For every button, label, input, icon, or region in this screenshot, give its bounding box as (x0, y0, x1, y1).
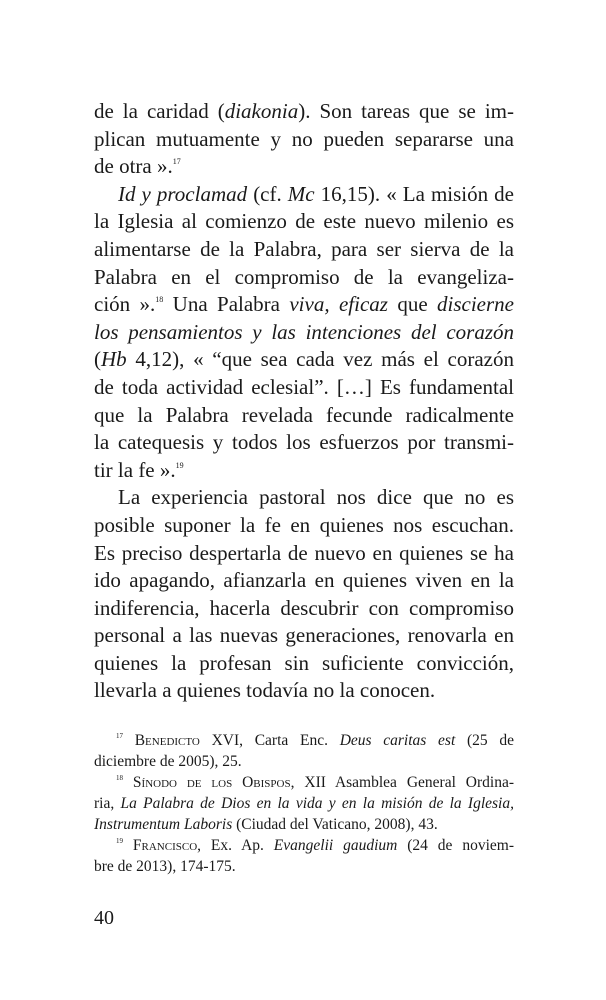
footnote-number: 19 (116, 837, 123, 845)
footnote-number: 18 (116, 774, 123, 782)
text-line: quienes la profesan sin suficiente convicción, (94, 650, 514, 675)
text-line: Id y proclamad (cf. Mc 16,15). « La misión de (118, 181, 515, 206)
main-text (94, 98, 514, 705)
paragraph (94, 484, 514, 705)
footnote-19 (94, 835, 514, 877)
footnote-line: bre de 2013), 174-175. (94, 858, 236, 875)
text-line: que la Palabra revelada fecunde radicalmente (94, 402, 514, 427)
text-line: tir la fe ».$^{19}$ (94, 457, 184, 482)
text-line: ido apagando, afianzarla en quienes viven en la (94, 568, 514, 593)
footnote-line: $^{19}$ Francisco, Ex. Ap. Evangelii gaudium (24 de noviem- (116, 837, 514, 854)
footnote-line: diciembre de 2005), 25. (94, 753, 242, 770)
text-line: de otra ».$^{17}$ (94, 154, 181, 179)
footnote-line: $^{18}$ Sínodo de los Obispos, XII Asamblea General Ordina- (116, 774, 514, 791)
footnote-ref: 19 (175, 460, 184, 470)
text-line: alimentarse de la Palabra, para ser sierva de la (94, 236, 514, 261)
footnote-number: 17 (116, 732, 123, 740)
page-number: 40 (94, 907, 114, 929)
footnotes (94, 730, 514, 877)
text-line: posible suponer la fe en quienes nos escuchan. (94, 512, 514, 537)
footnote-18 (94, 772, 514, 835)
text-line: personal a las nuevas generaciones, renovarla en (94, 623, 514, 648)
text-line: de la caridad (diakonia). Son tareas que se im- (94, 99, 514, 123)
paragraph (94, 98, 514, 181)
text-line: (Hb 4,12), « “que sea cada vez más el corazón (94, 347, 514, 372)
text-line: La experiencia pastoral nos dice que no es (118, 485, 514, 510)
footnote-ref: 18 (155, 295, 164, 305)
text-line: Es preciso despertarla de nuevo en quienes se ha (94, 540, 514, 565)
footnote-17 (94, 730, 514, 772)
footnote-line: $^{17}$ Benedicto XVI, Carta Enc. Deus caritas est (25 de (116, 732, 515, 749)
text-line: plican mutuamente y no pueden separarse una (94, 126, 514, 151)
text-line: la Iglesia al comienzo de este nuevo milenio es (94, 209, 514, 234)
text-line: de toda actividad eclesial”. […] Es fundamental (94, 374, 514, 399)
text-line: la catequesis y todos los esfuerzos por transmi- (94, 430, 514, 455)
text-line: Palabra en el compromiso de la evangeliza- (94, 264, 514, 289)
text-line: llevarla a quienes todavía no la conocen. (94, 678, 436, 703)
footnote-line: ria, La Palabra de Dios en la vida y en la misión de la Iglesia, (94, 795, 514, 812)
text-line: los pensamientos y las intenciones del corazón (94, 319, 514, 344)
footnote-line: Instrumentum Laboris (Ciudad del Vaticano, 2008), 43. (94, 816, 438, 833)
text-line: ción ».$^{18}$ Una Palabra viva, eficaz que discierne (94, 292, 514, 317)
text-line: indiferencia, hacerla descubrir con compromiso (94, 595, 514, 620)
footnote-ref: 17 (172, 157, 181, 167)
paragraph (94, 181, 514, 485)
